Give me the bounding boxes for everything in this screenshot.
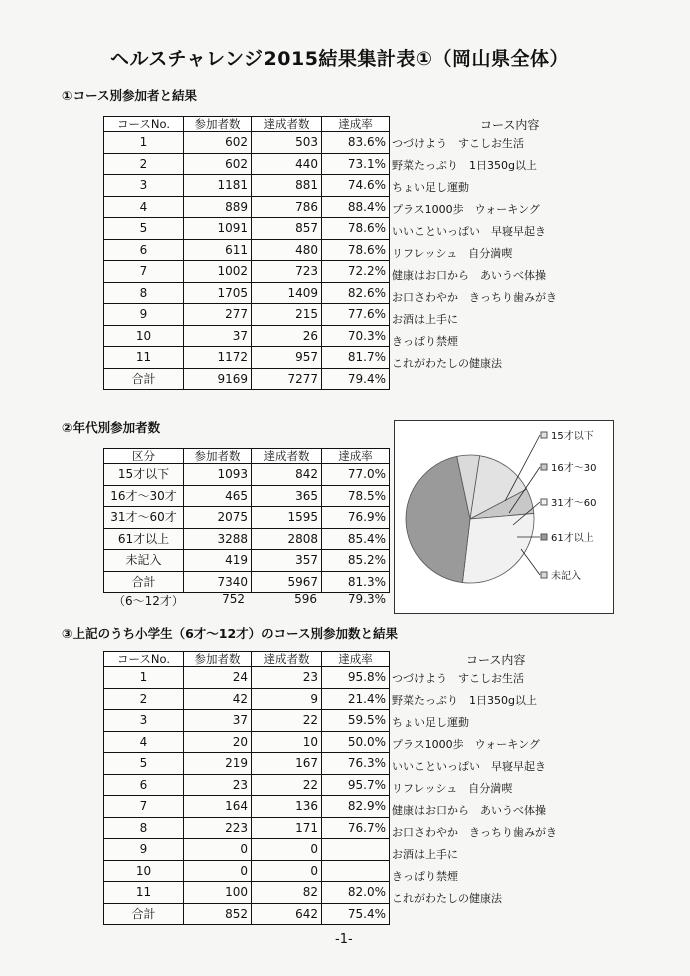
sub-age-achievers: 596 xyxy=(294,592,317,606)
row-rate: 59.5% xyxy=(322,710,390,732)
col-achievers: 達成者数 xyxy=(252,652,322,667)
row-label: 15才以下 xyxy=(104,464,184,486)
row-achievers: 503 xyxy=(252,132,322,154)
row-participants: 2075 xyxy=(184,507,252,529)
row-rate: 83.6% xyxy=(322,132,390,154)
total-achievers: 642 xyxy=(252,903,322,925)
legend-swatch xyxy=(541,534,547,540)
sub-age-participants: 752 xyxy=(222,592,245,606)
sub-age-rate: 79.3% xyxy=(347,592,386,606)
course-content: これがわたしの健康法 xyxy=(392,357,502,370)
total-row xyxy=(104,571,390,593)
age-group-table xyxy=(103,448,390,593)
legend-swatch xyxy=(541,432,547,438)
row-participants: 602 xyxy=(184,132,252,154)
row-participants: 0 xyxy=(184,860,252,882)
row-label: 9 xyxy=(104,304,184,326)
age-pie-chart xyxy=(394,420,614,614)
col-rate: 達成率 xyxy=(322,117,390,132)
row-label: 4 xyxy=(104,196,184,218)
page-number: -1- xyxy=(335,932,353,947)
legend-label: 61才以上 xyxy=(551,533,594,544)
row-label: 1 xyxy=(104,667,184,689)
row-achievers: 1595 xyxy=(252,507,322,529)
row-rate: 95.7% xyxy=(322,774,390,796)
course-content: いいこといっぱい 早寝早起き xyxy=(392,225,546,238)
row-rate: 88.4% xyxy=(322,196,390,218)
course-content: これがわたしの健康法 xyxy=(392,892,502,905)
legend-swatch xyxy=(541,499,547,505)
table-row xyxy=(104,796,390,818)
col-rate: 達成率 xyxy=(322,449,390,464)
row-participants: 223 xyxy=(184,817,252,839)
table-row xyxy=(104,882,390,904)
row-rate: 77.0% xyxy=(322,464,390,486)
total-achievers: 7277 xyxy=(252,368,322,390)
col-rate: 達成率 xyxy=(322,652,390,667)
legend-swatch xyxy=(541,464,547,470)
col-course-no: コースNo. xyxy=(104,117,184,132)
col-participants: 参加者数 xyxy=(184,449,252,464)
col-category: 区分 xyxy=(104,449,184,464)
row-rate: 73.1% xyxy=(322,153,390,175)
row-achievers: 2808 xyxy=(252,528,322,550)
row-label: 11 xyxy=(104,882,184,904)
row-rate: 82.9% xyxy=(322,796,390,818)
row-label: 6 xyxy=(104,774,184,796)
row-achievers: 480 xyxy=(252,239,322,261)
table-row xyxy=(104,731,390,753)
row-rate: 82.0% xyxy=(322,882,390,904)
row-achievers: 357 xyxy=(252,550,322,572)
course-content: お口さわやか きっちり歯みがき xyxy=(392,291,557,304)
legend-label: 31才～60 xyxy=(551,498,597,509)
row-rate: 78.5% xyxy=(322,485,390,507)
table-row xyxy=(104,261,390,283)
row-label: 11 xyxy=(104,347,184,369)
row-rate: 77.6% xyxy=(322,304,390,326)
row-achievers: 842 xyxy=(252,464,322,486)
row-label: 7 xyxy=(104,261,184,283)
row-participants: 277 xyxy=(184,304,252,326)
row-achievers: 136 xyxy=(252,796,322,818)
table-row xyxy=(104,528,390,550)
row-achievers: 171 xyxy=(252,817,322,839)
table-row xyxy=(104,239,390,261)
row-label: 2 xyxy=(104,153,184,175)
total-rate: 81.3% xyxy=(322,571,390,593)
row-rate: 21.4% xyxy=(322,688,390,710)
total-participants: 9169 xyxy=(184,368,252,390)
course-content-header: コース内容 xyxy=(480,118,540,132)
total-label: 合計 xyxy=(104,368,184,390)
course-content: リフレッシュ 自分満喫 xyxy=(392,247,513,260)
course-content: 健康はお口から あいうべ体操 xyxy=(392,269,546,282)
row-rate: 95.8% xyxy=(322,667,390,689)
row-rate: 85.2% xyxy=(322,550,390,572)
row-rate: 50.0% xyxy=(322,731,390,753)
table-row xyxy=(104,132,390,154)
row-rate: 72.2% xyxy=(322,261,390,283)
row-achievers: 440 xyxy=(252,153,322,175)
row-participants: 1093 xyxy=(184,464,252,486)
row-label: 8 xyxy=(104,817,184,839)
row-achievers: 723 xyxy=(252,261,322,283)
row-label: 10 xyxy=(104,325,184,347)
row-participants: 611 xyxy=(184,239,252,261)
row-rate: 85.4% xyxy=(322,528,390,550)
row-label: 10 xyxy=(104,860,184,882)
row-participants: 20 xyxy=(184,731,252,753)
total-label: 合計 xyxy=(104,571,184,593)
col-course-no: コースNo. xyxy=(104,652,184,667)
legend-label: 15才以下 xyxy=(551,431,594,442)
legend-label: 未記入 xyxy=(551,571,581,582)
row-participants: 602 xyxy=(184,153,252,175)
row-participants: 1172 xyxy=(184,347,252,369)
row-rate: 81.7% xyxy=(322,347,390,369)
row-participants: 889 xyxy=(184,196,252,218)
row-participants: 37 xyxy=(184,325,252,347)
row-achievers: 0 xyxy=(252,839,322,861)
course-content: ちょい足し運動 xyxy=(392,181,469,194)
row-achievers: 22 xyxy=(252,710,322,732)
row-achievers: 786 xyxy=(252,196,322,218)
row-participants: 219 xyxy=(184,753,252,775)
course-content: 野菜たっぷり 1日350g以上 xyxy=(392,159,537,172)
course-content: お酒は上手に xyxy=(392,848,458,861)
row-label: 1 xyxy=(104,132,184,154)
row-label: 3 xyxy=(104,710,184,732)
total-participants: 7340 xyxy=(184,571,252,593)
total-row xyxy=(104,368,390,390)
row-label: 3 xyxy=(104,175,184,197)
table-row xyxy=(104,550,390,572)
table-row xyxy=(104,753,390,775)
row-achievers: 167 xyxy=(252,753,322,775)
row-achievers: 1409 xyxy=(252,282,322,304)
col-participants: 参加者数 xyxy=(184,652,252,667)
course-content-header-3: コース内容 xyxy=(466,653,526,667)
row-rate xyxy=(322,860,390,882)
row-achievers: 0 xyxy=(252,860,322,882)
row-rate xyxy=(322,839,390,861)
course-content: きっぱり禁煙 xyxy=(392,870,458,883)
row-achievers: 215 xyxy=(252,304,322,326)
page-title: ヘルスチャレンジ2015結果集計表①（岡山県全体） xyxy=(110,48,569,70)
legend-leader-line xyxy=(521,549,540,575)
pie-slice xyxy=(462,513,534,583)
table-row xyxy=(104,839,390,861)
row-participants: 100 xyxy=(184,882,252,904)
course-content: お酒は上手に xyxy=(392,313,458,326)
row-participants: 42 xyxy=(184,688,252,710)
total-rate: 79.4% xyxy=(322,368,390,390)
row-label: 5 xyxy=(104,753,184,775)
row-achievers: 23 xyxy=(252,667,322,689)
row-participants: 3288 xyxy=(184,528,252,550)
total-label: 合計 xyxy=(104,903,184,925)
sub-age-label: （6～12才） xyxy=(113,594,184,608)
row-participants: 24 xyxy=(184,667,252,689)
row-label: 9 xyxy=(104,839,184,861)
row-participants: 419 xyxy=(184,550,252,572)
table-row xyxy=(104,817,390,839)
row-label: 5 xyxy=(104,218,184,240)
table-row xyxy=(104,218,390,240)
row-rate: 76.9% xyxy=(322,507,390,529)
col-achievers: 達成者数 xyxy=(252,449,322,464)
row-achievers: 857 xyxy=(252,218,322,240)
row-achievers: 10 xyxy=(252,731,322,753)
row-achievers: 82 xyxy=(252,882,322,904)
table-row xyxy=(104,153,390,175)
row-participants: 164 xyxy=(184,796,252,818)
section3-heading: ③上記のうち小学生（6才～12才）のコース別参加数と結果 xyxy=(62,626,399,641)
row-label: 16才～30才 xyxy=(104,485,184,507)
row-rate: 82.6% xyxy=(322,282,390,304)
table-row xyxy=(104,175,390,197)
legend-label: 16才～30 xyxy=(551,463,597,474)
course-content: プラス1000歩 ウォーキング xyxy=(392,738,540,751)
course-results-table xyxy=(103,116,390,390)
row-rate: 70.3% xyxy=(322,325,390,347)
total-row xyxy=(104,903,390,925)
total-participants: 852 xyxy=(184,903,252,925)
row-achievers: 22 xyxy=(252,774,322,796)
row-participants: 465 xyxy=(184,485,252,507)
row-label: 8 xyxy=(104,282,184,304)
legend-swatch xyxy=(541,572,547,578)
section1-heading: ①コース別参加者と結果 xyxy=(62,88,197,103)
course-content: プラス1000歩 ウォーキング xyxy=(392,203,540,216)
course-content: 野菜たっぷり 1日350g以上 xyxy=(392,694,537,707)
col-participants: 参加者数 xyxy=(184,117,252,132)
row-achievers: 881 xyxy=(252,175,322,197)
table-row xyxy=(104,774,390,796)
row-rate: 74.6% xyxy=(322,175,390,197)
total-achievers: 5967 xyxy=(252,571,322,593)
row-participants: 1091 xyxy=(184,218,252,240)
row-participants: 23 xyxy=(184,774,252,796)
total-rate: 75.4% xyxy=(322,903,390,925)
row-participants: 0 xyxy=(184,839,252,861)
row-achievers: 365 xyxy=(252,485,322,507)
course-content: 健康はお口から あいうべ体操 xyxy=(392,804,546,817)
row-label: 31才～60才 xyxy=(104,507,184,529)
table-row xyxy=(104,688,390,710)
section2-heading: ②年代別参加者数 xyxy=(62,420,161,435)
course-content: つづけよう すこしお生活 xyxy=(392,137,524,150)
course-content: リフレッシュ 自分満喫 xyxy=(392,782,513,795)
row-label: 7 xyxy=(104,796,184,818)
row-rate: 78.6% xyxy=(322,218,390,240)
pie-svg xyxy=(395,421,613,613)
course-content: お口さわやか きっちり歯みがき xyxy=(392,826,557,839)
row-achievers: 9 xyxy=(252,688,322,710)
row-label: 6 xyxy=(104,239,184,261)
table-row xyxy=(104,304,390,326)
row-achievers: 957 xyxy=(252,347,322,369)
row-rate: 76.3% xyxy=(322,753,390,775)
row-label: 4 xyxy=(104,731,184,753)
row-participants: 1181 xyxy=(184,175,252,197)
table-row xyxy=(104,325,390,347)
row-rate: 78.6% xyxy=(322,239,390,261)
course-content: つづけよう すこしお生活 xyxy=(392,672,524,685)
row-label: 2 xyxy=(104,688,184,710)
row-label: 61才以上 xyxy=(104,528,184,550)
row-label: 未記入 xyxy=(104,550,184,572)
table-row xyxy=(104,667,390,689)
row-achievers: 26 xyxy=(252,325,322,347)
table-row xyxy=(104,282,390,304)
table-row xyxy=(104,347,390,369)
course-content: きっぱり禁煙 xyxy=(392,335,458,348)
row-rate: 76.7% xyxy=(322,817,390,839)
table-row xyxy=(104,464,390,486)
course-content: いいこといっぱい 早寝早起き xyxy=(392,760,546,773)
elementary-course-table xyxy=(103,651,390,925)
table-row xyxy=(104,710,390,732)
course-content: ちょい足し運動 xyxy=(392,716,469,729)
table-row xyxy=(104,196,390,218)
table-row xyxy=(104,485,390,507)
table-row xyxy=(104,860,390,882)
table-row xyxy=(104,507,390,529)
row-participants: 1705 xyxy=(184,282,252,304)
row-participants: 1002 xyxy=(184,261,252,283)
row-participants: 37 xyxy=(184,710,252,732)
col-achievers: 達成者数 xyxy=(252,117,322,132)
